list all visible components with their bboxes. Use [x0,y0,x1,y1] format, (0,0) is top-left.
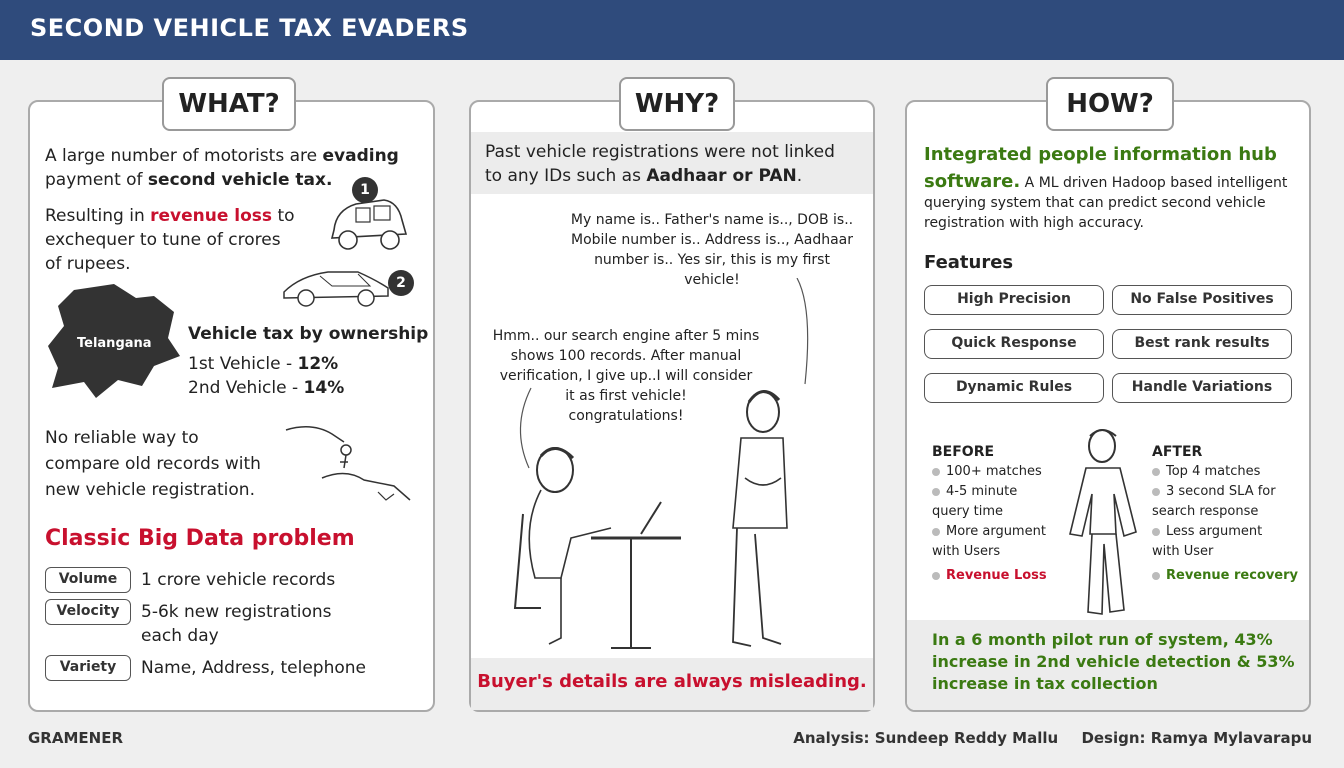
clerk-speech-1: Hmm.. our search engine after 5 mins [492,328,760,344]
after-item-2: 3 second SLA for [1166,484,1276,499]
loss-text-c: to [272,206,295,226]
before-title: BEFORE [932,444,995,460]
tax-row-2-label: 2nd Vehicle - [188,378,304,398]
solution-title-2: software. [924,171,1021,192]
badge-two: 2 [388,270,414,296]
after-item-1: Top 4 matches [1166,464,1261,479]
why-intro [485,140,865,188]
velocity-line-2: each day [141,626,219,646]
what-panel [28,89,435,712]
tax-row-2 [188,376,344,400]
bullet-dot [932,468,940,476]
why-tab: WHY? [619,77,735,131]
clerk-speech-3: verification, I give up..I will consider [499,368,753,384]
why-panel [469,89,875,712]
what-intro-bold: evading [322,146,399,166]
feature-quick-response: Quick Response [924,329,1104,359]
problem-heading: Classic Big Data problem [45,526,355,551]
before-item-2b: query time [932,504,1004,519]
office-scene-illustration [501,278,851,654]
bullet-dot [932,528,940,536]
new-car-icon [280,262,392,308]
bullet-dot [1152,528,1160,536]
velocity-line-1: 5-6k new registrations [141,602,332,622]
buyer-speech-1: My name is.. Father's name is.., DOB is.. [570,212,854,228]
before-item-2: 4-5 minute [946,484,1018,499]
bullet-dot [932,572,940,580]
why-intro-period: . [796,166,803,186]
loss-text-a: Resulting in [45,206,151,226]
loss-text-d: exchequer to tune of crores [45,230,281,250]
volume-text: 1 crore vehicle records [141,570,336,590]
how-tab: HOW? [1046,77,1174,131]
velocity-pill: Velocity [45,599,131,625]
result-line-3: increase in tax collection [932,674,1158,693]
what-intro-text: A large number of motorists are [45,146,323,166]
compare-line-2: compare old records with [45,454,261,474]
bullet-dot [1152,468,1160,476]
feature-dynamic-rules: Dynamic Rules [924,373,1104,403]
feature-high-precision: High Precision [924,285,1104,315]
loss-text-red: revenue loss [150,206,273,226]
why-intro-bold: Aadhaar or PAN [646,166,797,186]
before-item-1: 100+ matches [946,464,1042,479]
result-line-1: In a 6 month pilot run of system, 43% [932,630,1273,649]
bullet-dot [1152,488,1160,496]
feature-no-false-positives: No False Positives [1112,285,1292,315]
after-title: AFTER [1152,444,1203,460]
what-tab: WHAT? [162,77,296,131]
before-revenue-loss: Revenue Loss [946,568,1047,583]
tax-row-1 [188,352,338,376]
after-item-3b: with User [1152,544,1214,559]
design-credit: Design: Ramya Mylavarapu [1081,729,1312,747]
clerk-speech-5: congratulations! [568,408,684,424]
clerk-speech-4: it as first vehicle! [565,388,687,404]
bullet-dot [932,488,940,496]
feature-best-rank-results: Best rank results [1112,329,1292,359]
header-bar [0,0,1344,60]
solution-desc-1: A ML driven Hadoop based intelligent [1020,175,1288,191]
what-compare [45,425,261,503]
hands-keys-icon [282,416,412,512]
what-intro-text-2: payment of [45,170,148,190]
velocity-text [141,600,332,648]
credits [775,729,1312,747]
compare-line-3: new vehicle registration. [45,480,255,500]
after-revenue-recovery: Revenue recovery [1166,568,1299,583]
before-item-3: More argument [946,524,1046,539]
tax-title: Vehicle tax by ownership [188,324,429,344]
brand-label: GRAMENER [28,729,123,747]
badge-one: 1 [352,177,378,203]
analysis-credit: Analysis: Sundeep Reddy Mallu [793,729,1059,747]
tax-row-2-value: 14% [303,378,345,398]
why-intro-line-1: Past vehicle registrations were not linked [485,142,835,162]
variety-text: Name, Address, telephone [141,658,366,678]
buyer-speech-4: vehicle! [684,272,740,288]
feature-handle-variations: Handle Variations [1112,373,1292,403]
solution-desc [924,172,1304,233]
what-intro-bold-2: second vehicle tax. [147,170,333,190]
result-line-2: increase in 2nd vehicle detection & 53% [932,652,1295,671]
why-intro-line-2: to any IDs such as [485,166,647,186]
tax-row-1-label: 1st Vehicle - [188,354,298,374]
after-item-3: Less argument [1166,524,1263,539]
how-panel [905,89,1311,712]
after-item-2b: search response [1152,504,1259,519]
compare-line-1: No reliable way to [45,428,199,448]
tax-row-1-value: 12% [297,354,339,374]
why-footer: Buyer's details are always misleading. [477,671,867,692]
before-item-3b: with Users [932,544,1001,559]
variety-pill: Variety [45,655,131,681]
map-label: Telangana [77,336,152,351]
clerk-speech-2: shows 100 records. After manual [510,348,742,364]
page-title: SECOND VEHICLE TAX EVADERS [30,14,469,42]
volume-pill: Volume [45,567,131,593]
loss-text-e: of rupees. [45,254,131,274]
before-block [932,442,1072,586]
solution-title: Integrated people information hub [924,144,1277,165]
features-title: Features [924,252,1014,273]
bullet-dot [1152,572,1160,580]
after-block [1152,442,1302,586]
solution-desc-3: registration with high accuracy. [924,215,1144,231]
man-sketch-illustration [1062,424,1148,620]
buyer-speech-3: number is.. Yes sir, this is my first [594,252,830,268]
result-text [932,629,1302,695]
buyer-speech-2: Mobile number is.. Address is.., Aadhaar [570,232,854,248]
solution-desc-2: querying system that can predict second vehicle [924,195,1266,211]
old-car-icon [326,190,412,256]
